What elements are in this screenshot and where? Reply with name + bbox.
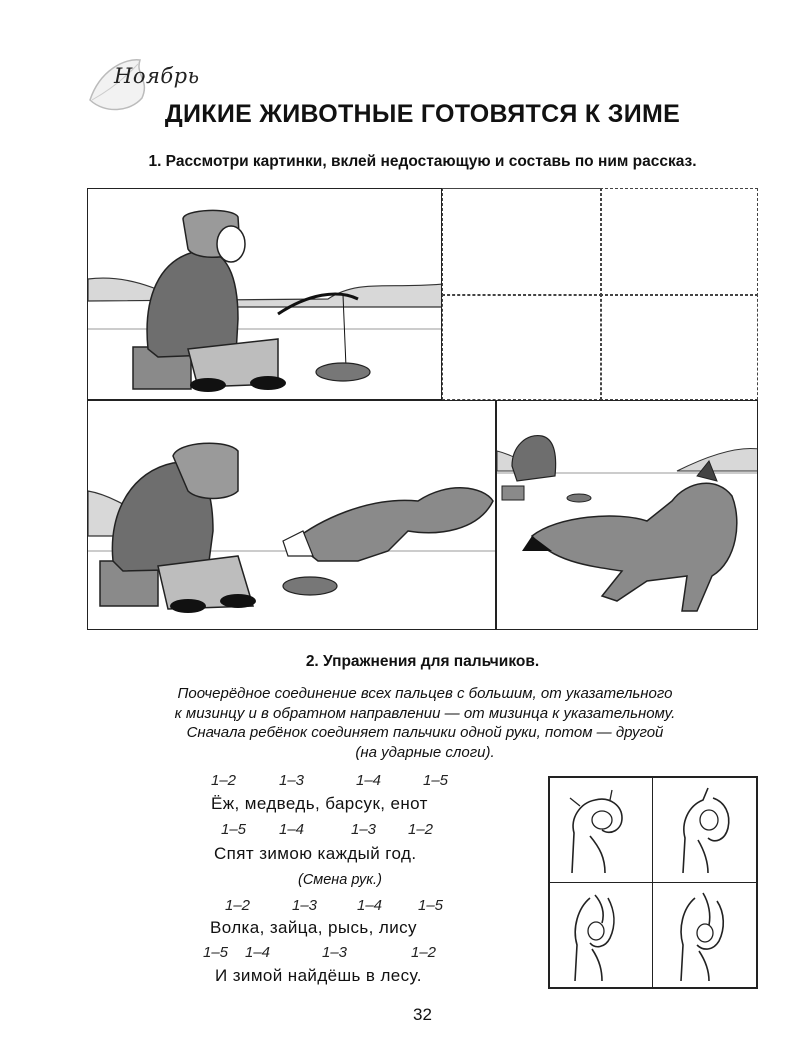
hand-gesture-3 (550, 883, 653, 988)
poem-line-2: Спят зимою каждый год. (214, 844, 417, 863)
finger-number: 1–5 (221, 821, 247, 838)
hand-gesture-2 (653, 778, 756, 883)
hand-icon (550, 883, 654, 988)
page-number: 32 (413, 1005, 432, 1024)
hand-gesture-grid (548, 776, 758, 989)
instruction-line: к мизинцу и в обратном направлении — от мизинца к указательному. (174, 704, 676, 722)
empty-cell-3[interactable] (442, 294, 602, 400)
hand-icon (653, 778, 757, 883)
picture-fox-steals (87, 400, 496, 630)
instruction-line: Сначала ребёнок соединяет пальчики одной руки, потом — другой (186, 724, 664, 741)
finger-number: 1–4 (356, 772, 382, 789)
finger-number: 1–2 (408, 821, 434, 838)
finger-number: 1–5 (418, 897, 444, 914)
finger-number: 1–4 (357, 897, 383, 914)
poem-line-1: Ёж, медведь, барсук, енот (211, 794, 428, 813)
hand-icon (550, 778, 654, 883)
instruction-line: Поочерёдное соединение всех пальцев с большим, от указательного (177, 685, 673, 702)
finger-number: 1–3 (351, 821, 377, 838)
finger-number: 1–5 (203, 944, 229, 961)
poem-line-3: Волка, зайца, рысь, лису (210, 918, 417, 937)
finger-number: 1–3 (279, 772, 305, 789)
finger-number: 1–4 (279, 821, 305, 838)
instruction-line: (на ударные слоги). (355, 743, 495, 761)
task1-heading: 1. Рассмотри картинки, вклей недостающую и составь по ним рассказ. (148, 153, 697, 170)
hand-icon (653, 883, 757, 988)
finger-number: 1–3 (322, 944, 348, 961)
finger-number: 1–2 (411, 944, 437, 961)
empty-cell-2[interactable] (600, 188, 758, 296)
instructions-text (110, 684, 740, 762)
empty-cell-1[interactable] (442, 188, 602, 296)
picture-fox-runs (496, 400, 758, 630)
poem-line-4: И зимой найдёшь в лесу. (215, 966, 422, 985)
page-title: ДИКИЕ ЖИВОТНЫЕ ГОТОВЯТСЯ К ЗИМЕ (164, 100, 681, 128)
empty-cell-4[interactable] (600, 294, 758, 400)
month-label: Ноябрь (114, 64, 200, 88)
picture-fisherman (87, 188, 442, 400)
finger-number: 1–2 (211, 772, 237, 789)
finger-number: 1–4 (245, 944, 271, 961)
finger-number: 1–2 (225, 897, 251, 914)
hand-change-note: (Смена рук.) (298, 872, 382, 888)
finger-number: 1–3 (292, 897, 318, 914)
hand-gesture-4 (653, 883, 756, 988)
hand-gesture-1 (550, 778, 653, 883)
finger-number: 1–5 (423, 772, 449, 789)
task2-heading: 2. Упражнения для пальчиков. (305, 653, 540, 670)
